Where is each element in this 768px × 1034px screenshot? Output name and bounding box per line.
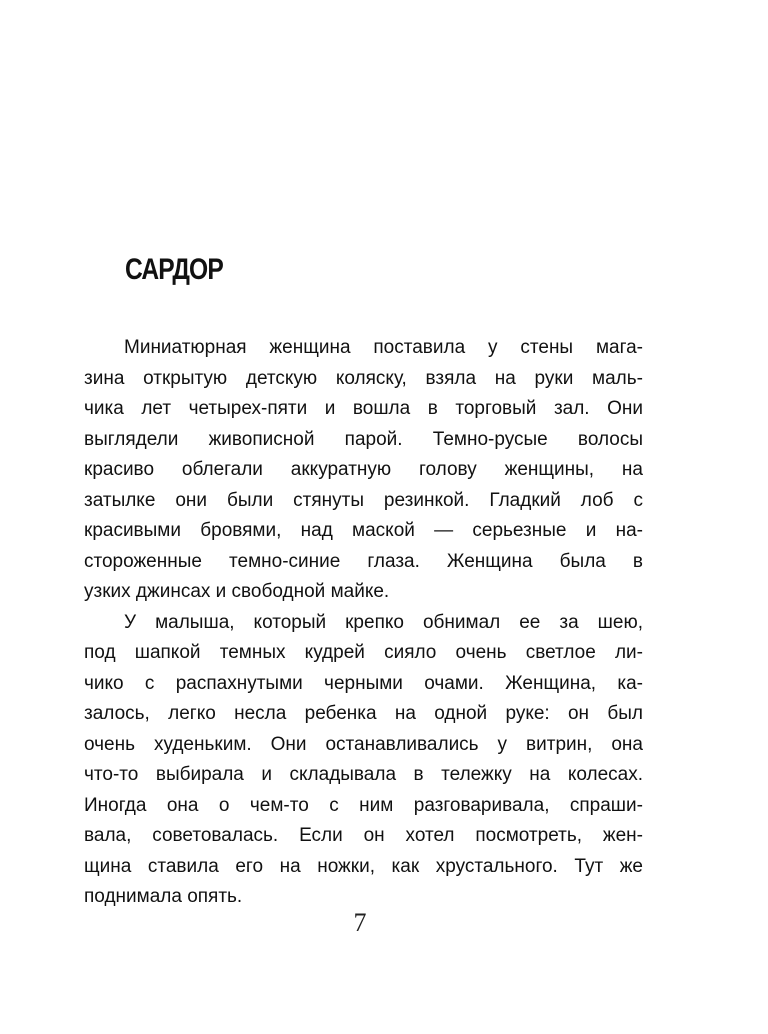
- paragraph-1-line-4: выглядели живописной парой. Темно-русые волосы: [84, 428, 643, 450]
- paragraph-2-line-7: Иногда она о чем-то с ним разговаривала, спраши-: [84, 794, 643, 816]
- paragraph-2-line-8: вала, советовалась. Если он хотел посмотреть, жен-: [84, 825, 643, 846]
- chapter-body: [84, 333, 643, 913]
- paragraph-1-line-5: красиво облегали аккуратную голову женщины, на: [84, 459, 643, 480]
- paragraph-1-line-2: зина открытую детскую коляску, взяла на руки маль-: [84, 367, 643, 389]
- paragraph-1-line-6: затылке они были стянуты резинкой. Гладкий лоб с: [84, 489, 643, 511]
- paragraph-1-line-7: красивыми бровями, над маской — серьезные и на-: [84, 520, 643, 541]
- paragraph-2-line-1: У малыша, который крепко обнимал ее за шею,: [124, 611, 643, 633]
- paragraph-2-line-9: щина ставила его на ножки, как хрустального. Тут же: [84, 855, 643, 877]
- paragraph-1-line-9: узких джинсах и свободной майке.: [84, 581, 390, 602]
- paragraph-2-line-5: очень худеньким. Они останавливались у витрин, она: [84, 733, 643, 755]
- page-number: 7: [353, 908, 367, 937]
- paragraph-2-line-10: поднимала опять.: [84, 886, 243, 907]
- paragraph-2-line-6: что-то выбирала и складывала в тележку на колесах.: [84, 764, 643, 785]
- paragraph-1-line-8: стороженные темно-синие глаза. Женщина была в: [84, 550, 643, 572]
- paragraph-2-line-3: чико с распахнутыми черными очами. Женщина, ка-: [84, 672, 643, 694]
- paragraph-2-line-2: под шапкой темных кудрей сияло очень светлое ли-: [84, 642, 643, 663]
- paragraph-2-line-4: залось, легко несла ребенка на одной руке: он был: [84, 703, 643, 724]
- chapter-title: САРДОР: [125, 253, 223, 286]
- paragraph-1-line-3: чика лет четырех-пяти и вошла в торговый зал. Они: [84, 398, 643, 419]
- paragraph-1-line-1: Миниатюрная женщина поставила у стены мага-: [124, 337, 643, 358]
